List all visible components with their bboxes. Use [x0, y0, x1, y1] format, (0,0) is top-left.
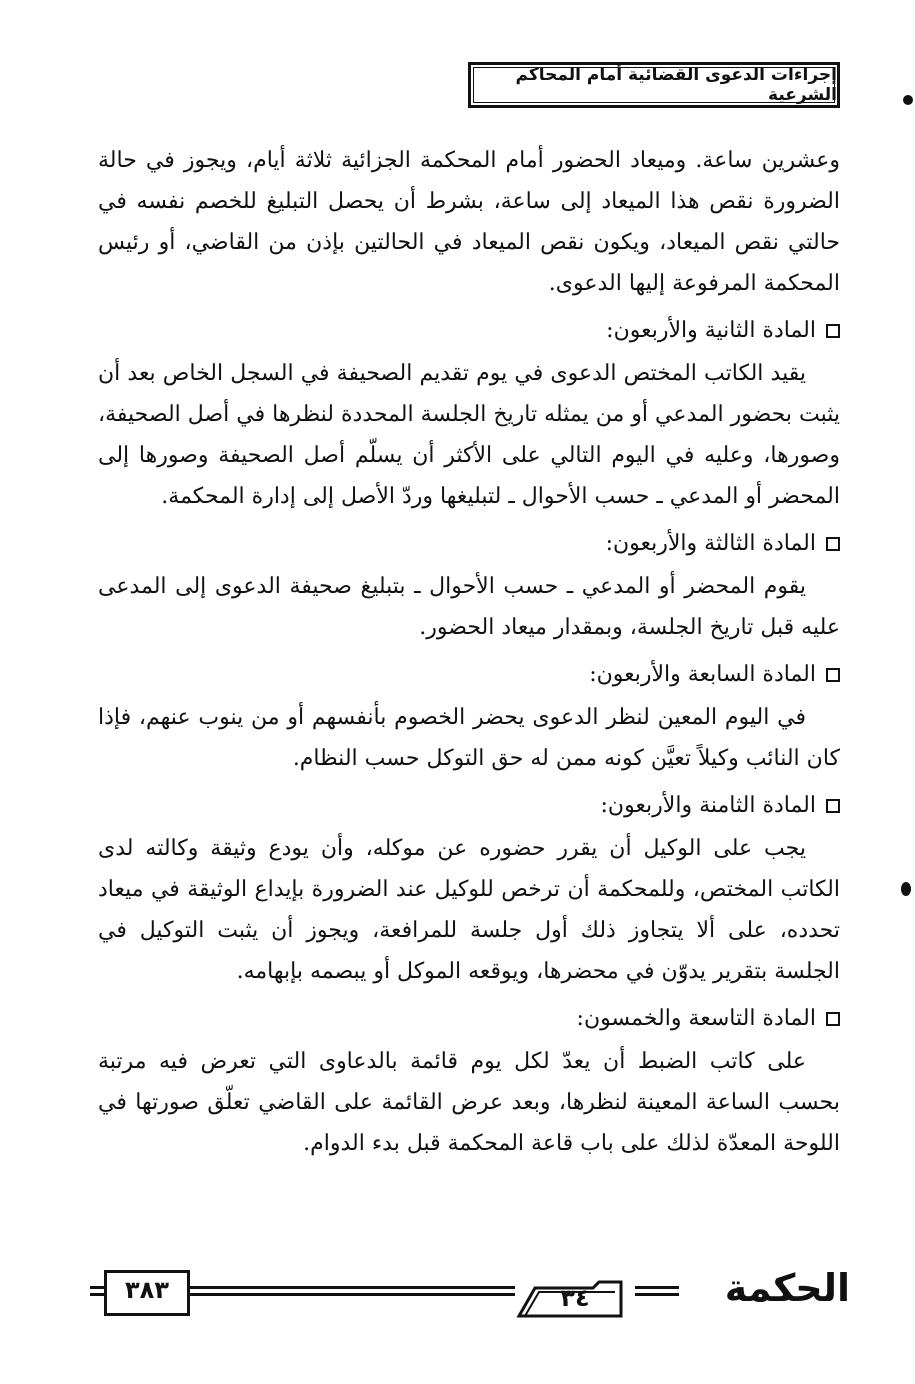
article-heading	[98, 310, 840, 351]
article-text: على كاتب الضبط أن يعدّ لكل يوم قائمة بالدعاوى التي تعرض فيه مرتبة بحسب الساعة المعينة لنظرها، وبعد عرض القائمة على القاضي تعلّق صورتها في اللوحة المعدّة لذلك على باب قاعة المحكمة قبل بدء الدوام.	[98, 1049, 840, 1156]
square-bullet-icon	[826, 537, 840, 551]
page-number: ٣٨٣	[125, 1276, 169, 1304]
header-title-box	[468, 62, 840, 108]
article-text: يقوم المحضر أو المدعي ـ حسب الأحوال ـ بتبليغ صحيفة الدعوى إلى المدعى عليه قبل تاريخ الجلسة، وبمقدار ميعاد الحضور.	[98, 574, 840, 640]
article-text: يجب على الوكيل أن يقرر حضوره عن موكله، وأن يودع وثيقة وكالته لدى الكاتب المختص، وللمحكمة أن ترخص للوكيل عند الضرورة بإيداع الوثيقة في ميعاد تحدده، على ألا يتجاوز ذلك أول جلسة للمرافعة، ويجوز أن يثبت التوكيل في الجلسة بتقرير يدوّن في محضرها، ويوقعه الموكل أو يبصمه بإبهامه.	[98, 836, 840, 984]
article-title: المادة الثامنة والأربعون:	[600, 793, 816, 818]
footer-rule	[190, 1286, 515, 1296]
page-footer	[90, 1262, 850, 1322]
page-header	[100, 62, 840, 122]
article-title: المادة الثالثة والأربعون:	[605, 531, 816, 556]
page-body	[98, 140, 840, 1164]
margin-dot	[903, 95, 913, 105]
article-heading	[98, 654, 840, 695]
intro-paragraph: وعشرين ساعة. وميعاد الحضور أمام المحكمة الجزائية ثلاثة أيام، ويجوز في حالة الضرورة نقص هذا الميعاد إلى ساعة، بشرط أن يحصل التبليغ للخصم نفسه في حالتي نقص الميعاد، ويكون نقص الميعاد في الحالتين بإذن من القاضي، أو رئيس المحكمة المرفوعة إليها الدعوى.	[98, 148, 840, 296]
article-title: المادة التاسعة والخمسون:	[576, 1006, 816, 1031]
article-title: المادة الثانية والأربعون:	[606, 318, 816, 343]
article-text: يقيد الكاتب المختص الدعوى في يوم تقديم الصحيفة في السجل الخاص بعد أن يثبت بحضور المدعي أو من يمثله تاريخ الجلسة المحددة لنظرها في أصل الصحيفة، وصورها، وعليه في اليوم التالي على الأكثر أن يسلّم أصل الصحيفة وصورها إلى المحضر أو المدعي ـ حسب الأحوال ـ لتبليغها وردّ الأصل إلى إدارة المحكمة.	[98, 361, 840, 509]
footer-rule	[90, 1286, 104, 1296]
square-bullet-icon	[826, 324, 840, 338]
margin-dot	[901, 882, 911, 896]
issue-number: ٣٤	[560, 1284, 590, 1312]
article-title: المادة السابعة والأربعون:	[589, 662, 816, 687]
magazine-brand: الحكمة	[724, 1266, 850, 1310]
article-heading	[98, 998, 840, 1039]
footer-rule	[635, 1286, 679, 1296]
article-text: في اليوم المعين لنظر الدعوى يحضر الخصوم بأنفسهم أو من ينوب عنهم، فإذا كان النائب وكيلاً تعيَّن كونه ممن له حق التوكل حسب النظام.	[98, 705, 840, 771]
article-heading	[98, 785, 840, 826]
square-bullet-icon	[826, 1012, 840, 1026]
article-heading	[98, 523, 840, 564]
square-bullet-icon	[826, 799, 840, 813]
square-bullet-icon	[826, 668, 840, 682]
header-title: إجراءات الدعوى القضائية أمام المحاكم الشرعية	[515, 65, 837, 105]
